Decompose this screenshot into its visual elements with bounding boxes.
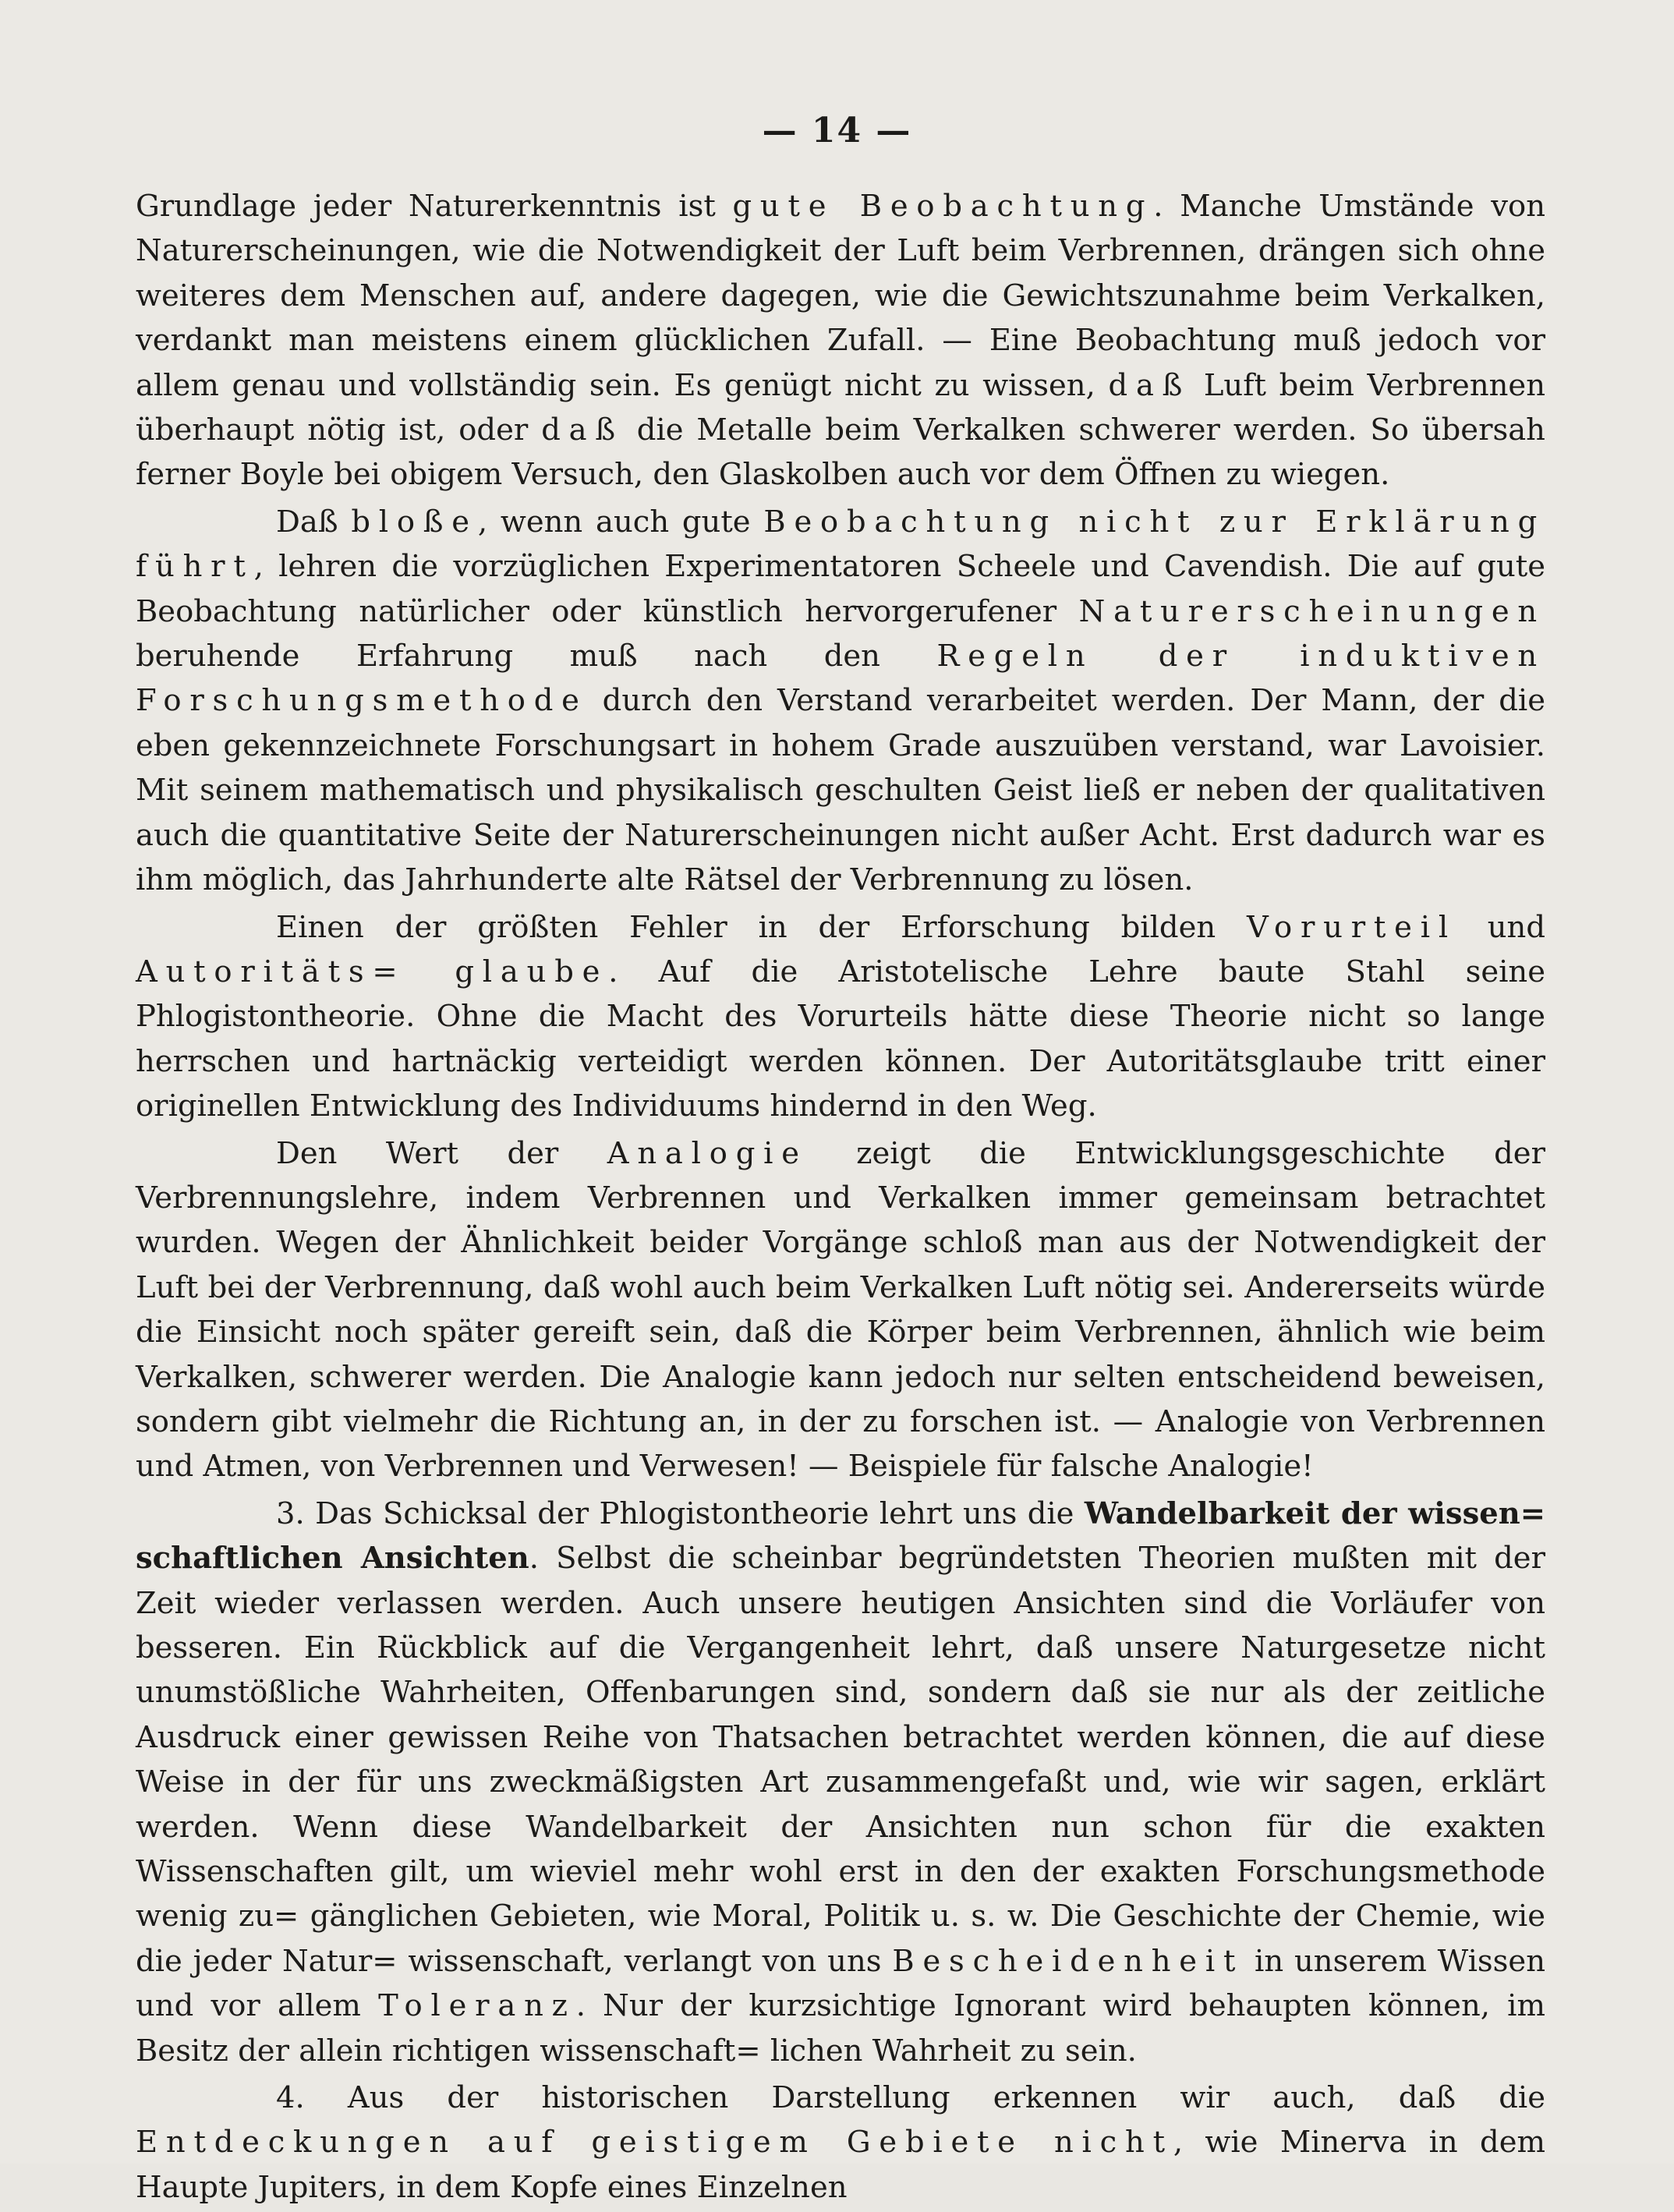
text-run: 4. Aus der historischen Darstellung erkennen wir auch, daß die	[276, 2080, 1545, 2116]
spaced-emphasis: Bescheidenheit	[892, 1943, 1244, 1979]
paragraph-induction	[136, 500, 1545, 903]
paragraph-discoveries	[136, 2076, 1545, 2210]
text-run: . Selbst die scheinbar begründetsten Theorien mußten mit der Zeit wieder verlassen werden. Auch unsere heutigen Ansichten sind die Vorläufer von besseren. Ein Rückblick auf die Vergangenheit lehrt, daß unsere Naturgesetze nicht unumstößliche Wahrheiten, Offenbarungen sind, sondern daß sie nur als der zeitliche Ausdruck einer gewissen Reihe von Thatsachen betrachtet werden können, die auf diese Weise in der für uns zweckmäßigsten Art zusammengefaßt und, wie wir sagen, erklärt werden. Wenn diese Wandelbarkeit der Ansichten nun schon für die exakten Wissenschaften gilt, um wieviel mehr wohl erst in den der exakten Forschungsmethode wenig zu= gänglichen Gebieten, wie Moral, Politik u. s. w. Die Geschichte der Chemie, wie die jeder Natur= wissenschaft, verlangt von uns	[136, 1541, 1545, 1979]
paragraph-changeability	[136, 1492, 1545, 2073]
text-run: . Auf die Aristotelische Lehre baute Stahl seine Phlogistontheorie. Ohne die Macht des Vorurteils hätte diese Theorie nicht so lange herrschen und hartnäckig verteidigt werden können. Der Autoritätsglaube tritt einer originellen Entwicklung des Individuums hindernd in den Weg.	[136, 954, 1545, 1124]
text-run: , wie Minerva in dem Haupte Jupiters, in dem Kopfe eines Einzelnen	[136, 2125, 1545, 2205]
spaced-emphasis: Vorurteil	[1246, 909, 1456, 945]
text-run: Daß	[276, 504, 352, 540]
text-run: und	[1456, 909, 1545, 945]
text-run: Einen der größten Fehler in der Erforschung bilden	[276, 909, 1247, 945]
text-run: 3. Das Schicksal der Phlogistontheorie lehrt uns die	[276, 1495, 1085, 1531]
text-run: in unserem Wissen und vor allem	[136, 1943, 1545, 2024]
spaced-emphasis: Autoritäts= glaube	[136, 954, 609, 989]
text-run: Grundlage jeder Naturerkenntnis ist	[136, 189, 733, 224]
spaced-emphasis: gute Beobachtung	[732, 189, 1154, 224]
spaced-emphasis: daß	[1108, 367, 1191, 403]
text-run: beruhende Erfahrung muß nach den	[136, 639, 937, 674]
spaced-emphasis: Beobachtung nicht zur Erklärung führt	[136, 504, 1546, 585]
spaced-emphasis: Naturerscheinungen	[1078, 593, 1545, 629]
spaced-emphasis: Toleranz	[378, 1988, 576, 2024]
text-run: , lehren die vorzüglichen Experimentatoren Scheele und Cavendish. Die auf gute Beobachtung natürlicher oder künstlich hervorgerufener	[136, 549, 1545, 629]
spaced-emphasis: bloße	[351, 504, 478, 540]
text-run: . Manche Umstände von Naturerscheinungen, wie die Notwendigkeit der Luft beim Verbrennen, drängen sich ohne weiteres dem Menschen auf, andere dagegen, wie die Gewichtszunahme beim Verkalken, verdankt man meistens einem glücklichen Zufall. — Eine Beobachtung muß jedoch vor allem genau und vollständig sein. Es genügt nicht zu wissen,	[136, 189, 1546, 403]
text-run: Luft beim Verbrennen überhaupt nötig ist, oder	[136, 367, 1546, 448]
page-number: — 14 —	[762, 111, 912, 150]
paragraph-observation	[136, 184, 1545, 497]
spaced-emphasis: Analogie	[607, 1135, 808, 1171]
paragraph-analogy	[136, 1131, 1545, 1489]
text-run: die Metalle beim Verkalken schwerer werden. So übersah ferner Boyle bei obigem Versuch, den Glaskolben auch vor dem Öffnen zu wiegen.	[136, 412, 1545, 493]
paragraph-prejudice	[136, 905, 1545, 1129]
body-text	[136, 184, 1545, 2212]
text-run: Den Wert der	[276, 1135, 607, 1171]
spaced-emphasis: daß	[541, 412, 624, 448]
spaced-emphasis: Regeln der induktiven Forschungsmethode	[136, 639, 1545, 719]
bold-emphasis: Wandelbarkeit der wissen= schaftlichen Ansichten	[136, 1495, 1545, 1577]
text-run: durch den Verstand verarbeitet werden. Der Mann, der die eben gekennzeichnete Forschungsart in hohem Grade auszuüben verstand, war Lavoisier. Mit seinem mathematisch und physikalisch geschulten Geist ließ er neben der qualitativen auch die quantitative Seite der Naturerscheinungen nicht außer Acht. Erst dadurch war es ihm möglich, das Jahrhunderte alte Rätsel der Verbrennung zu lösen.	[136, 683, 1545, 898]
text-run: , wenn auch gute	[477, 504, 764, 540]
text-run: zeigt die Entwicklungsgeschichte der Verbrennungslehre, indem Verbrennen und Verkalken immer gemeinsam betrachtet wurden. Wegen der Ähnlichkeit beider Vorgänge schloß man aus der Notwendigkeit der Luft bei der Verbrennung, daß wohl auch beim Verkalken Luft nötig sei. Andererseits würde die Einsicht noch später gereift sein, daß die Körper beim Verbrennen, ähnlich wie beim Verkalken, schwerer werden. Die Analogie kann jedoch nur selten entscheidend beweisen, sondern gibt vielmehr die Richtung an, in der zu forschen ist. — Analogie von Verbrennen und Atmen, von Verbrennen und Verwesen! — Beispiele für falsche Analogie!	[136, 1135, 1545, 1485]
spaced-emphasis: Entdeckungen auf geistigem Gebiete nicht	[136, 2125, 1173, 2161]
text-run: . Nur der kurzsichtige Ignorant wird behaupten können, im Besitz der allein richtigen wissenschaft= lichen Wahrheit zu sein.	[136, 1988, 1546, 2069]
